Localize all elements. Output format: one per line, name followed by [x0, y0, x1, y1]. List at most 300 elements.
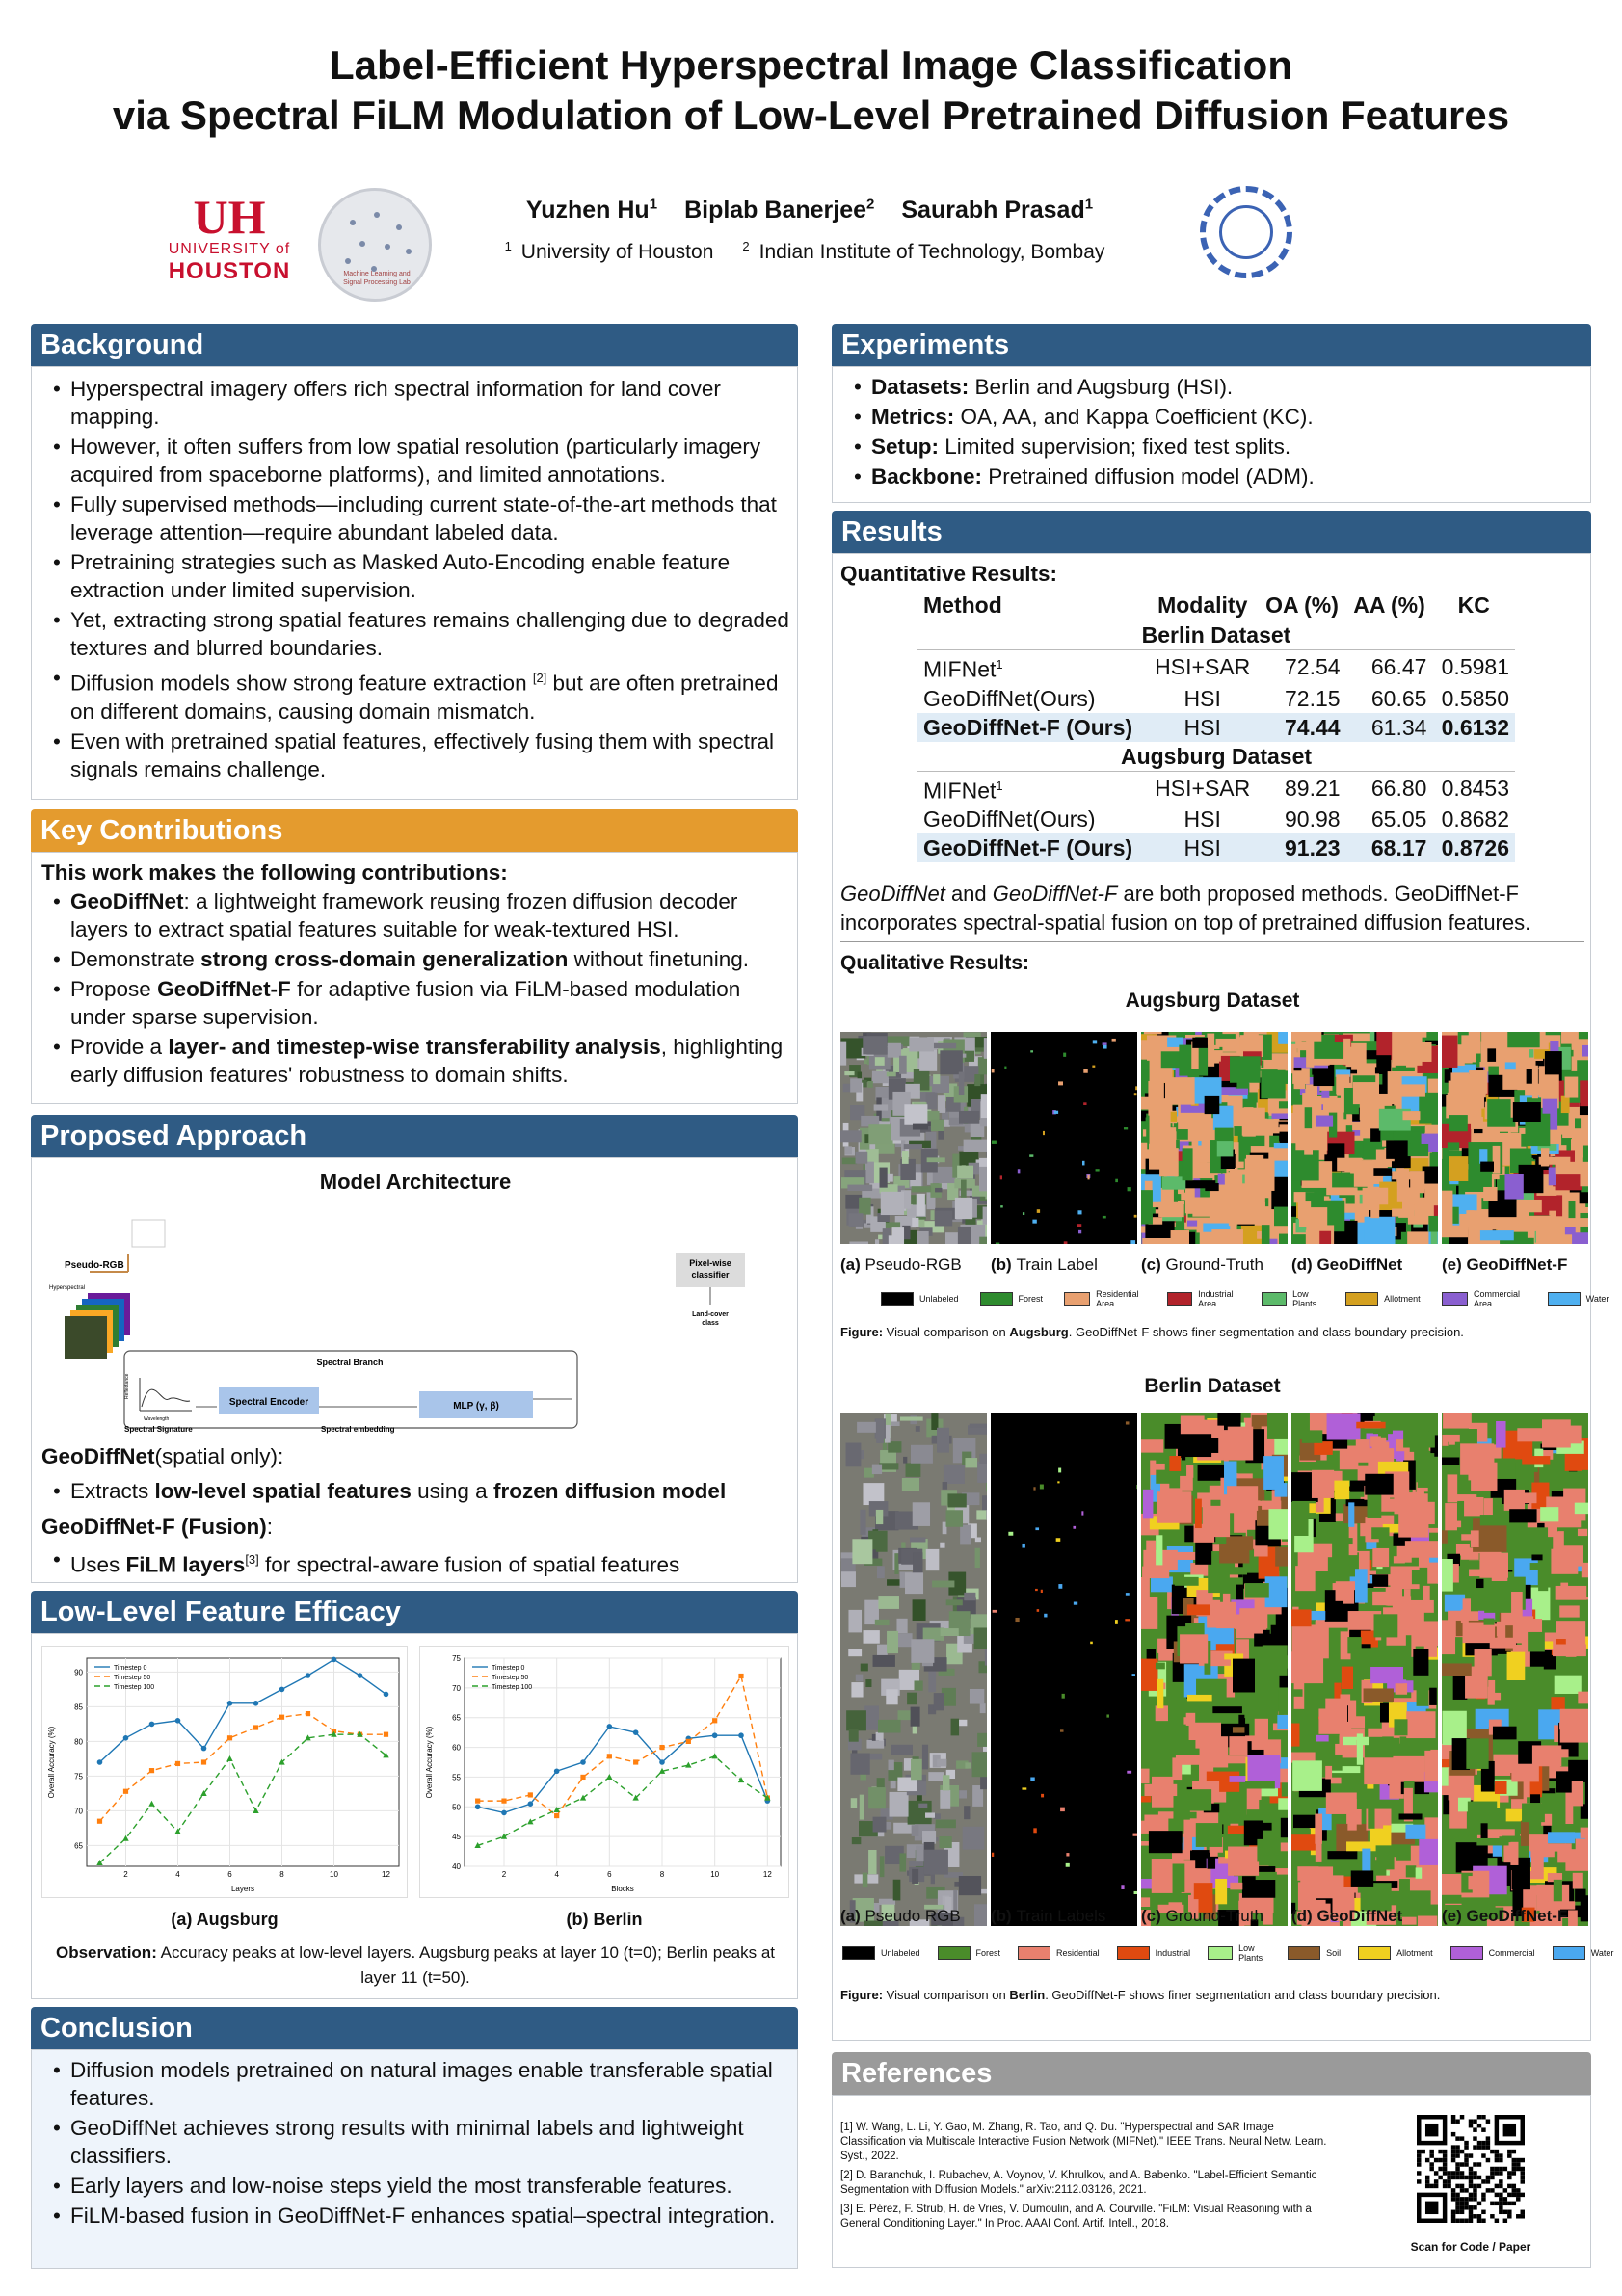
kc-cell: 0.5981 [1441, 654, 1509, 680]
university-of-houston-logo [162, 190, 297, 285]
legend-label: Allotment [1384, 1294, 1421, 1304]
x-axis-label: Layers [230, 1885, 255, 1893]
data-point [358, 1673, 363, 1678]
seg-map-image [1291, 1032, 1438, 1244]
legend-label: Industrial [1155, 1948, 1191, 1958]
author-name: Yuzhen Hu$^1$ [525, 197, 658, 224]
results-note: GeoDiffNet and GeoDiffNet-F are both proposed methods. GeoDiffNet-F incorporates spectral-spatial fusion on top of pretrained diffusion features. [840, 882, 1531, 935]
references-section [832, 2095, 1591, 2268]
qr-code-icon[interactable] [1417, 2115, 1525, 2223]
affiliation-sup: 1 [504, 239, 512, 253]
svg-text:Hyperspectral: Hyperspectral [49, 1285, 86, 1291]
author-affiliation-sup: 1 [1084, 197, 1094, 213]
data-point [633, 1759, 638, 1764]
data-point [149, 1768, 154, 1773]
x-tick-label: 2 [501, 1870, 507, 1879]
background-bullet: • Even with pretrained spatial features, effectively fusing them with spectral signals remains challenge. [32, 727, 797, 783]
data-point [580, 1759, 586, 1765]
table-group-row [917, 742, 1515, 772]
conclusion-bullet: • Early layers and low-noise steps yield the most transferable features. [32, 2172, 797, 2200]
svg-text:Spectral Encoder: Spectral Encoder [228, 1397, 309, 1408]
background-bullet: • Diffusion models show strong feature extraction [2] but are often pretrained on different domains, causing domain mismatch. [32, 664, 797, 726]
background-bullet: • However, it often suffers from low spatial resolution (particularly imagery acquired from spaceborne platforms), and limited annotations. [32, 433, 797, 488]
method-cell: MIFNet$^1$ [923, 778, 1003, 804]
svg-text:class: class [702, 1320, 719, 1327]
legend-label: Forest [975, 1948, 1001, 1958]
poster-header [0, 0, 1622, 318]
legend-label: Unlabeled [881, 1948, 920, 1958]
experiments-section [832, 366, 1591, 503]
legend-item [1548, 1289, 1609, 1308]
data-point [738, 1674, 743, 1678]
reference-item: [1] W. Wang, L. Li, Y. Gao, M. Zhang, R. Tao, and Q. Du. "Hyperspectral and SAR Image Classification via Multiscale Interactive Fusion Network (MIFNet)." IEEE Trans. Neural Netw. Learn. Syst., 2022. [840, 2122, 1327, 2162]
y-tick-label: 70 [74, 1807, 83, 1816]
table-row [917, 650, 1515, 684]
geodiffnetf-label: GeoDiffNet-F (Fusion): [41, 1515, 273, 1539]
legend-label: Timestep 100 [492, 1684, 533, 1691]
y-tick-label: 65 [452, 1713, 461, 1723]
data-point [475, 1799, 480, 1804]
legend-item [1358, 1943, 1433, 1963]
x-tick-label: 2 [123, 1870, 128, 1879]
augsburg-panel-caption: (a) Pseudo-RGB [840, 1255, 962, 1274]
contribution-bullet: • GeoDiffNet: a lightweight framework reusing frozen diffusion decoder layers to extract spatial features suitable for weak-textured HSI. [32, 887, 797, 943]
kc-cell: 0.8682 [1441, 806, 1509, 832]
data-point [306, 1673, 311, 1678]
conclusion-bullets [32, 2056, 797, 2230]
contributions-heading: Key Contributions [31, 809, 798, 852]
seg-map-image [1141, 1032, 1288, 1244]
reference-item: [2] D. Baranchuk, I. Rubachev, A. Voynov, V. Khrulkov, and A. Babenko. "Label-Efficient Semantic Segmentation with Diffusion Models." arXiv:2112.03126, 2021. [840, 2170, 1317, 2196]
seg-map-image [1141, 1413, 1288, 1926]
data-point [554, 1768, 560, 1774]
kc-cell: 0.8726 [1432, 833, 1515, 862]
legend-item [842, 1943, 920, 1963]
affiliation-name: Indian Institute of Technology, Bombay [758, 241, 1105, 263]
contribution-bullet: • Provide a layer- and timestep-wise transferability analysis, highlighting early diffusion features' robustness to domain shifts. [32, 1033, 797, 1089]
experiments-heading: Experiments [832, 324, 1591, 366]
seg-map-image [1291, 1413, 1438, 1926]
berlin-title: Berlin Dataset [1144, 1375, 1281, 1397]
background-bullet: • Pretraining strategies such as Masked Auto-Encoding enable feature extraction under limited supervision. [32, 548, 797, 604]
experiment-bullet: • Metrics: OA, AA, and Kappa Coefficient (KC). [833, 403, 1590, 431]
reference-item: [3] E. Pérez, F. Strub, H. de Vries, V. Dumoulin, and A. Courville. "FiLM: Visual Reasoning with a General Conditioning Layer." In Proc. AAAI Conf. Artif. Intell., 2018. [840, 2204, 1312, 2230]
seg-map-image [1442, 1032, 1588, 1244]
data-point [712, 1718, 717, 1723]
conclusion-bullet: • FiLM-based fusion in GeoDiffNet-F enhances spatial–spectral integration. [32, 2202, 797, 2230]
x-tick-label: 8 [659, 1870, 665, 1879]
experiment-bullet: • Backbone: Pretrained diffusion model (ADM). [833, 462, 1590, 490]
iit-bombay-logo [1200, 186, 1292, 278]
y-tick-label: 65 [74, 1841, 83, 1851]
data-point [97, 1759, 103, 1765]
data-point [201, 1759, 206, 1764]
legend-item [980, 1289, 1044, 1308]
table-header-cell: Modality [1147, 591, 1258, 620]
affiliation-list [328, 239, 1291, 264]
y-tick-label: 80 [74, 1737, 83, 1747]
modality-cell: HSI [1147, 833, 1258, 862]
contributions-intro: This work makes the following contributions: [41, 860, 508, 884]
contribution-bullet: • Propose GeoDiffNet-F for adaptive fusion via FiLM-based modulation under sparse supervision. [32, 975, 797, 1031]
legend-label: Low Plants [1292, 1289, 1317, 1308]
x-tick-label: 4 [175, 1870, 180, 1879]
x-tick-label: 10 [330, 1870, 338, 1879]
quantitative-label: Quantitative Results: [840, 562, 1058, 586]
berlin-panel-caption: (a) Pseudo RGB [840, 1907, 961, 1925]
augsburg-panel-caption: (b) Train Label [991, 1255, 1098, 1274]
kc-cell: 0.6132 [1432, 713, 1515, 742]
data-point [554, 1813, 559, 1818]
berlin-panel-caption: (b) Train Labels [991, 1907, 1106, 1925]
oa-cell: 72.15 [1285, 685, 1341, 711]
legend-label: Allotment [1396, 1948, 1433, 1958]
legend-item [1345, 1289, 1421, 1308]
author-name: Saurabh Prasad$^1$ [901, 197, 1094, 224]
data-point [253, 1701, 259, 1706]
augsburg-figure-caption: Figure: Visual comparison on Augsburg. GeoDiffNet-F shows finer segmentation and class boundary precision. [840, 1325, 1464, 1339]
legend-label: Soil [1326, 1948, 1342, 1958]
ml-signal-lab-logo: Machine Learning and Signal Processing Lab [318, 188, 432, 302]
y-tick-label: 90 [74, 1668, 83, 1677]
y-axis-label: Overall Accuracy (%) [425, 1726, 434, 1799]
augsburg-panel-caption: (c) Ground-Truth [1141, 1255, 1263, 1274]
aa-cell: 66.47 [1370, 654, 1427, 680]
data-point [659, 1745, 664, 1750]
y-tick-label: 60 [452, 1743, 461, 1753]
aa-cell: 66.80 [1370, 775, 1427, 801]
table-row [917, 713, 1515, 742]
affiliation-sup: 2 [742, 239, 750, 253]
table-row [917, 805, 1515, 833]
legend-swatch [1167, 1292, 1192, 1306]
approach-heading: Proposed Approach [31, 1115, 798, 1157]
train-map-image [991, 1413, 1137, 1926]
legend-label: Timestep 50 [114, 1675, 151, 1681]
legend-swatch [1442, 1292, 1468, 1306]
data-point [253, 1725, 258, 1729]
modality-cell: HSI+SAR [1155, 775, 1251, 801]
experiment-bullet: • Datasets: Berlin and Augsburg (HSI). [833, 373, 1590, 401]
svg-text:Spectral Signature: Spectral Signature [124, 1425, 193, 1434]
legend-swatch [842, 1946, 875, 1960]
y-tick-label: 40 [452, 1862, 461, 1871]
data-point [227, 1701, 233, 1706]
x-tick-label: 4 [554, 1870, 559, 1879]
table-header-cell: KC [1432, 591, 1515, 620]
uh-logo-line1: UNIVERSITY of [168, 241, 291, 257]
augsburg-accuracy-chart [41, 1646, 408, 1898]
method-cell: GeoDiffNet-F (Ours) [917, 833, 1147, 862]
conclusion-section [31, 2049, 798, 2269]
berlin-legend [842, 1943, 1622, 1963]
seg-map-image [1442, 1413, 1588, 1926]
data-point [201, 1746, 207, 1752]
references-list [840, 2121, 1342, 2236]
x-tick-label: 8 [279, 1870, 284, 1879]
data-point [149, 1722, 155, 1728]
rgb-map-image [840, 1413, 987, 1926]
contribution-bullet: • Demonstrate strong cross-domain generalization without finetuning. [32, 945, 797, 973]
legend-item [938, 1943, 1001, 1963]
legend-label: Residential Area [1096, 1289, 1139, 1308]
poster-title: Label-Efficient Hyperspectral Image Classification via Spectral FiLM Modulation of Low-Level Pretrained Diffusion Features [112, 42, 1510, 138]
legend-label: Low Plants [1238, 1943, 1263, 1963]
qualitative-label: Qualitative Results: [840, 952, 1030, 974]
author-list [328, 197, 1291, 224]
experiment-bullet: • Setup: Limited supervision; fixed test splits. [833, 433, 1590, 461]
qr-caption: Scan for Code / Paper [1410, 2240, 1531, 2254]
legend-item [1167, 1289, 1241, 1308]
oa-cell: 89.21 [1285, 775, 1341, 801]
experiments-bullets [833, 373, 1590, 490]
berlin-panel-caption: (c) Ground-Truth [1141, 1907, 1263, 1925]
svg-text:Land-cover: Land-cover [692, 1311, 729, 1318]
method-cell: GeoDiffNet-F (Ours) [917, 713, 1147, 742]
dataset-label: Augsburg Dataset [917, 742, 1515, 772]
background-section [31, 366, 798, 800]
data-point [501, 1810, 507, 1816]
author-affiliation-sup: 2 [866, 197, 875, 213]
y-tick-label: 55 [452, 1773, 461, 1782]
berlin-accuracy-chart [419, 1646, 789, 1898]
dataset-label: Berlin Dataset [917, 620, 1515, 650]
efficacy-section [31, 1633, 798, 1999]
data-point [332, 1657, 337, 1663]
table-header-cell: OA (%) [1258, 591, 1345, 620]
legend-item [1262, 1289, 1324, 1308]
data-point [501, 1799, 506, 1804]
legend-swatch [1450, 1946, 1483, 1960]
spectral-signature-plot [124, 1373, 192, 1422]
author-affiliation-sup: 1 [649, 197, 658, 213]
legend-label: Commercial [1488, 1948, 1535, 1958]
references-heading: References [832, 2052, 1591, 2095]
architecture-diagram [32, 1206, 799, 1447]
legend-swatch [1358, 1946, 1391, 1960]
legend-swatch [938, 1946, 971, 1960]
contributions-section [31, 852, 798, 1104]
kc-cell: 0.8453 [1441, 775, 1509, 801]
architecture-title: Model Architecture [319, 1170, 512, 1194]
svg-text:Pixel-wise: Pixel-wise [689, 1258, 731, 1268]
modality-cell: HSI [1183, 685, 1221, 711]
conclusion-bullet: • GeoDiffNet achieves strong results with minimal labels and lightweight classifiers. [32, 2114, 797, 2170]
x-axis-label: Blocks [611, 1885, 634, 1893]
conclusion-bullet: • Diffusion models pretrained on natural images enable transferable spatial features. [32, 2056, 797, 2112]
oa-cell: 90.98 [1285, 806, 1341, 832]
legend-swatch [1553, 1946, 1585, 1960]
legend-swatch [1548, 1292, 1581, 1306]
legend-item [1018, 1943, 1100, 1963]
data-point [123, 1789, 128, 1794]
table-group-row [917, 620, 1515, 650]
geodiffnetf-bullets: • Uses FiLM layers[3] for spectral-aware fusion of spatial features [32, 1545, 679, 1581]
data-point [528, 1792, 533, 1797]
aa-cell: 60.65 [1370, 685, 1427, 711]
augsburg-panel-caption: (d) GeoDiffNet [1291, 1255, 1403, 1274]
data-point [633, 1729, 639, 1735]
svg-text:Reflectance: Reflectance [124, 1373, 130, 1399]
affiliation [742, 241, 1114, 263]
legend-swatch [1064, 1292, 1090, 1306]
data-point [738, 1732, 744, 1738]
svg-text:Wavelength: Wavelength [144, 1416, 170, 1422]
table-header-cell: Method [917, 591, 1147, 620]
background-heading: Background [31, 324, 798, 366]
aa-cell: 65.05 [1370, 806, 1427, 832]
legend-item [1208, 1943, 1270, 1963]
legend-swatch [1288, 1946, 1320, 1960]
method-cell: GeoDiffNet(Ours) [923, 806, 1096, 832]
data-point [384, 1732, 388, 1737]
author-name: Biplab Banerjee$^2$ [684, 197, 875, 224]
results-heading: Results [832, 511, 1591, 553]
efficacy-heading: Low-Level Feature Efficacy [31, 1591, 798, 1633]
legend-label: Timestep 100 [114, 1684, 155, 1691]
modality-cell: HSI+SAR [1155, 654, 1251, 680]
modality-cell: HSI [1147, 713, 1258, 742]
legend-item [1117, 1943, 1191, 1963]
y-tick-label: 75 [452, 1654, 461, 1663]
legend-swatch [1208, 1946, 1233, 1960]
data-point [175, 1761, 180, 1766]
conclusion-heading: Conclusion [31, 2007, 798, 2049]
data-point [97, 1819, 102, 1824]
hyperspectral-cube-icon [65, 1293, 130, 1359]
y-tick-label: 50 [452, 1803, 461, 1812]
svg-text:Spectral Branch: Spectral Branch [316, 1358, 384, 1367]
augsburg-title: Augsburg Dataset [1125, 990, 1300, 1012]
y-tick-label: 75 [74, 1772, 83, 1781]
data-point [607, 1724, 613, 1729]
chart-caption-berlin: (b) Berlin [566, 1910, 643, 1929]
svg-text:MLP (γ, β): MLP (γ, β) [453, 1401, 499, 1412]
pseudo-rgb-label: Pseudo-RGB [65, 1260, 124, 1271]
chart-caption-augsburg: (a) Augsburg [171, 1910, 279, 1929]
table-header-cell: AA (%) [1346, 591, 1433, 620]
legend-item [1450, 1943, 1535, 1963]
augsburg-legend [881, 1289, 1622, 1308]
affiliation-name: University of Houston [520, 241, 714, 263]
legend-label: Timestep 0 [114, 1665, 147, 1672]
method-cell: MIFNet$^1$ [923, 656, 1003, 682]
legend-label: Forest [1018, 1294, 1044, 1304]
y-tick-label: 85 [74, 1702, 83, 1712]
data-point [607, 1754, 612, 1758]
legend-label: Timestep 0 [492, 1665, 525, 1672]
x-tick-label: 6 [607, 1870, 612, 1879]
method-cell: GeoDiffNet(Ours) [923, 685, 1096, 711]
y-axis-label: Overall Accuracy (%) [47, 1726, 56, 1799]
y-tick-label: 70 [452, 1683, 461, 1693]
legend-item [1553, 1943, 1614, 1963]
oa-cell: 72.54 [1285, 654, 1341, 680]
x-tick-label: 12 [382, 1870, 390, 1879]
legend-swatch [980, 1292, 1013, 1306]
background-bullet: • Yet, extracting strong spatial features remains challenging due to degraded textures and blurred boundaries. [32, 606, 797, 662]
legend-item [1288, 1943, 1341, 1963]
legend-label: Water [1590, 1948, 1614, 1958]
legend-swatch [1117, 1946, 1150, 1960]
legend-item [1064, 1289, 1146, 1308]
x-tick-label: 12 [762, 1870, 772, 1879]
background-bullets [32, 375, 797, 783]
observation-text: Observation: Accuracy peaks at low-level layers. Augsburg peaks at layer 10 (t=0); Berlin peaks at layer 11 (t=50). [56, 1943, 775, 1987]
uh-logo-mark: UH [193, 190, 266, 244]
train-map-image [991, 1032, 1137, 1244]
augsburg-panel-caption: (e) GeoDiffNet-F [1442, 1255, 1568, 1274]
legend-label: Water [1585, 1294, 1609, 1304]
oa-cell: 91.23 [1258, 833, 1345, 862]
geodiffnet-label: GeoDiffNet(spatial only): [41, 1444, 284, 1468]
kc-cell: 0.5850 [1441, 685, 1509, 711]
results-section [832, 553, 1614, 2041]
uh-logo-line2: HOUSTON [168, 258, 291, 284]
aa-cell: 68.17 [1346, 833, 1433, 862]
legend-swatch [1018, 1946, 1050, 1960]
data-point [712, 1732, 718, 1738]
affiliation [505, 241, 724, 263]
oa-cell: 74.44 [1258, 713, 1345, 742]
table-header-row [917, 591, 1515, 620]
table-row [917, 771, 1515, 805]
rgb-map-image [840, 1032, 987, 1244]
data-point [227, 1735, 232, 1740]
data-point [659, 1759, 665, 1765]
data-point [475, 1804, 481, 1809]
svg-text:classifier: classifier [691, 1270, 730, 1280]
data-point [384, 1692, 389, 1698]
background-bullet: • Hyperspectral imagery offers rich spectral information for land cover mapping. [32, 375, 797, 431]
data-point [580, 1775, 585, 1780]
results-table [917, 591, 1515, 862]
legend-label: Residential [1056, 1948, 1100, 1958]
legend-item [1442, 1289, 1527, 1308]
table-row [917, 684, 1515, 713]
legend-swatch [1345, 1292, 1378, 1306]
table-row [917, 833, 1515, 862]
berlin-figure-caption: Figure: Visual comparison on Berlin. GeoDiffNet-F shows finer segmentation and class boundary precision. [840, 1988, 1441, 2002]
aa-cell: 61.34 [1346, 713, 1433, 742]
contributions-bullets [32, 887, 797, 1089]
approach-section [31, 1157, 798, 1583]
legend-label: Unlabeled [919, 1294, 959, 1304]
data-point [306, 1711, 310, 1716]
data-point [175, 1718, 181, 1724]
legend-label: Industrial Area [1198, 1289, 1234, 1308]
legend-swatch [1262, 1292, 1287, 1306]
x-tick-label: 10 [710, 1870, 720, 1879]
berlin-panel-caption: (d) GeoDiffNet [1291, 1907, 1403, 1925]
legend-item [881, 1289, 959, 1308]
geodiffnet-bullets: • Extracts low-level spatial features using a frozen diffusion model [32, 1477, 726, 1507]
data-point [528, 1801, 534, 1807]
legend-label: Commercial Area [1474, 1289, 1521, 1308]
background-bullet: • Fully supervised methods—including current state-of-the-art methods that leverage attention—require abundant labeled data. [32, 490, 797, 546]
data-point [279, 1715, 284, 1720]
berlin-panel-caption: (e) GeoDiffNet-F [1442, 1907, 1568, 1925]
svg-text:Spectral embedding: Spectral embedding [321, 1425, 395, 1434]
data-point [279, 1687, 285, 1693]
modality-cell: HSI [1183, 806, 1221, 832]
y-tick-label: 45 [452, 1833, 461, 1842]
data-point [123, 1735, 129, 1741]
legend-swatch [881, 1292, 914, 1306]
data-point [686, 1739, 691, 1744]
legend-label: Timestep 50 [492, 1675, 529, 1681]
x-tick-label: 6 [227, 1870, 232, 1879]
